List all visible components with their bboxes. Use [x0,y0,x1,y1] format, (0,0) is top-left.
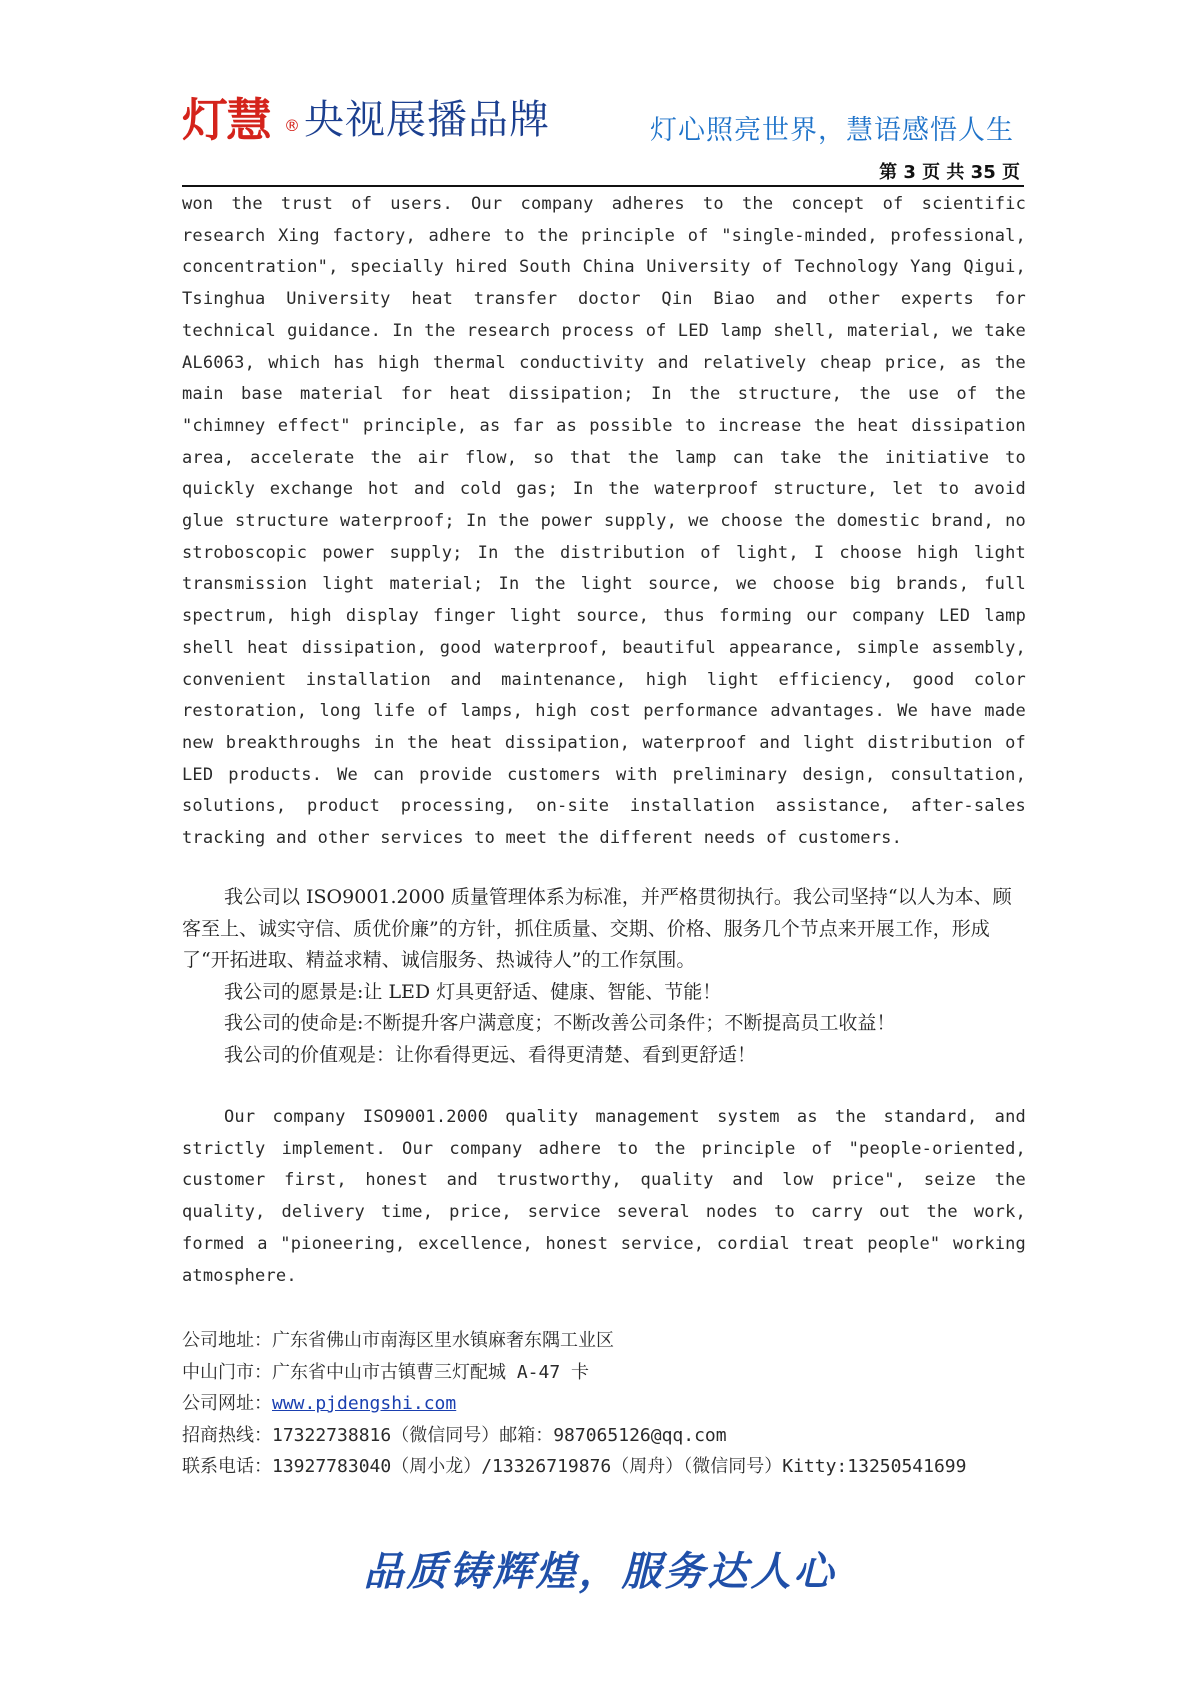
contact-zhongshan [182,1357,1042,1389]
contact-hotline [182,1420,1042,1452]
contact-phone [182,1451,1042,1483]
chinese-mission: 我公司的使命是:不断提升客户满意度；不断改善公司条件；不断提高员工收益！ [224,1012,896,1034]
footer-slogan: 品质铸辉煌，服务达人心 [363,1549,837,1595]
page-header [182,88,1032,166]
header-divider [182,185,1024,187]
chinese-values: 我公司的价值观是：让你看得更远、看得更清楚、看到更舒适！ [224,1043,757,1066]
zhongshan-label: 中山门市： [182,1361,272,1383]
contact-block [182,1325,1042,1483]
english-paragraph-policy: Our company ISO9001.2000 quality management system as the standard, and strictly implement. Our company adhere to the principle of "people-oriented, customer first, honest and trustworthy, quality and low price", seize the quality, delivery time, price, service several nodes to carry out the work, formed a "pioneering, excellence, honest service, cordial treat people" working atmosphere. [182,1107,1026,1286]
brand-logo: 灯慧 [182,93,270,147]
chinese-policy-paragraph: 我公司以 ISO9001.2000 质量管理体系为标准，并严格贯彻执行。我公司坚持“以人为本、顾客至上、诚实守信、质优价廉”的方针，抓住质量、交期、价格、服务几个节点来开展工作，形成了“开拓进取、精益求精、诚信服务、热诚待人”的工作氛围。 [182,886,1012,971]
phone-value: 13927783040（周小龙）/13326719876（周舟）（微信同号）Kitty:13250541699 [272,1456,967,1477]
contact-website [182,1388,1042,1420]
english-paragraph-research: won the trust of users. Our company adheres to the concept of scientific research Xing factory, adhere to the principle of "single-minded, professional, concentration", specially hired South China University of Technology Yang Qigui, Tsinghua University heat transfer doctor Qin Biao and other experts for technical guidance. In the research process of LED lamp shell, material, we take AL6063, which has high thermal conductivity and relatively cheap price, as the main base material for heat dissipation; In the structure, the use of the "chimney effect" principle, as far as possible to increase the heat dissipation area, accelerate the air flow, so that the lamp can take the initiative to quickly exchange hot and cold gas; In the waterproof structure, let to avoid glue structure waterproof; In the power supply, we choose the domestic brand, no stroboscopic power supply; In the distribution of light, I choose high light transmission light material; In the light source, we choose big brands, full spectrum, high display finger light source, thus forming our company LED lamp shell heat dissipation, good waterproof, beautiful appearance, simple assembly, convenient installation and maintenance, high light efficiency, good color restoration, long life of lamps, high cost performance advantages. We have made new breakthroughs in the heat dissipation, waterproof and light distribution of LED products. We can provide customers with preliminary design, consultation, solutions, product processing, on-site installation assistance, after-sales tracking and other services to meet the different needs of customers. [182,194,1026,849]
phone-label: 联系电话： [182,1456,272,1477]
hotline-label: 招商热线： [182,1424,272,1446]
registered-mark: ® [284,116,300,135]
website-link[interactable]: www.pjdengshi.com [272,1393,457,1414]
page-number: 第 3 页 共 35 页 [879,162,1020,183]
chinese-vision: 我公司的愿景是:让 LED 灯具更舒适、健康、智能、节能！ [224,980,722,1003]
contact-address [182,1325,1042,1357]
hotline-value: 17322738816（微信同号）邮箱：987065126@qq.com [272,1424,727,1446]
address-label: 公司地址： [182,1330,272,1351]
chinese-policy-block [182,882,1026,1071]
zhongshan-value: 广东省中山市古镇曹三灯配城 A-47 卡 [272,1361,590,1383]
brand-subtitle: 央视展播品牌 [304,97,550,143]
address-value: 广东省佛山市南海区里水镇麻奢东隅工业区 [272,1330,614,1351]
website-label: 公司网址： [182,1393,272,1414]
header-slogan: 灯心照亮世界，慧语感悟人生 [650,115,1014,146]
